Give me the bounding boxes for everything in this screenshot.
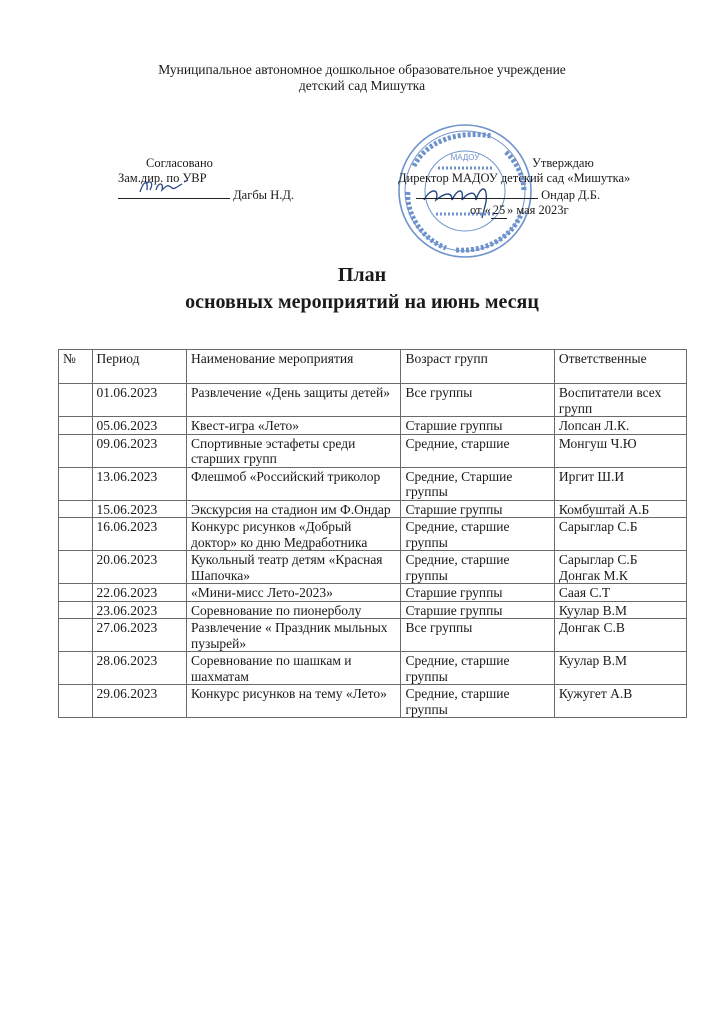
cell-age: Средние, старшие (401, 434, 554, 467)
table-row (59, 601, 687, 619)
header-age: Возраст групп (401, 350, 554, 384)
cell-age: Средние, старшие группы (401, 551, 554, 584)
cell-responsible: Иргит Ш.И (554, 467, 686, 500)
cell-number (59, 584, 93, 602)
cell-age: Все группы (401, 619, 554, 652)
cell-event: Развлечение «День защиты детей» (187, 384, 401, 417)
cell-responsible: Воспитатели всех групп (554, 384, 686, 417)
title-line-1: План (337, 264, 387, 286)
org-line-1: Муниципальное автономное дошкольное образовательное учреждение (158, 62, 566, 77)
cell-event: Экскурсия на стадион им Ф.Ондар (187, 500, 401, 518)
cell-number (59, 467, 93, 500)
table-row (59, 434, 687, 467)
cell-number (59, 601, 93, 619)
cell-age: Старшие группы (401, 584, 554, 602)
table-header-row (59, 350, 687, 384)
cell-number (59, 417, 93, 435)
agreed-name: Дагбы Н.Д. (233, 188, 295, 202)
org-line-2: детский сад Мишутка (298, 78, 426, 93)
table-row (59, 500, 687, 518)
cell-age: Старшие группы (401, 417, 554, 435)
events-table (58, 349, 687, 718)
cell-responsible: Сарыглар С.Б (554, 518, 686, 551)
cell-period: 22.06.2023 (92, 584, 187, 602)
cell-period: 15.06.2023 (92, 500, 187, 518)
table-row (59, 685, 687, 718)
cell-number (59, 500, 93, 518)
cell-number (59, 551, 93, 584)
header-responsible: Ответственные (554, 350, 686, 384)
cell-period: 23.06.2023 (92, 601, 187, 619)
approve-label: Утверждаю (532, 156, 594, 170)
agreed-position: Зам.дир. по УВР (118, 171, 207, 185)
table-row (59, 551, 687, 584)
cell-event: Квест-игра «Лето» (187, 417, 401, 435)
header-event: Наименование мероприятия (187, 350, 401, 384)
cell-number (59, 685, 93, 718)
header-number: № (59, 350, 93, 384)
cell-number (59, 434, 93, 467)
cell-number (59, 619, 93, 652)
cell-responsible: Куулар В.М (554, 652, 686, 685)
cell-responsible: Монгуш Ч.Ю (554, 434, 686, 467)
cell-number (59, 518, 93, 551)
cell-responsible: Лопсан Л.К. (554, 417, 686, 435)
cell-responsible: Сарыглар С.Б Донгак М.К (554, 551, 686, 584)
table-row (59, 584, 687, 602)
cell-age: Средние, Старшие группы (401, 467, 554, 500)
title-line-2: основных мероприятий на июнь месяц (185, 291, 539, 313)
cell-period: 20.06.2023 (92, 551, 187, 584)
cell-event: Соревнование по пионерболу (187, 601, 401, 619)
cell-responsible: Куулар В.М (554, 601, 686, 619)
table-row (59, 384, 687, 417)
agreed-label: Согласовано (146, 156, 213, 170)
cell-event: Флешмоб «Российский триколор (187, 467, 401, 500)
cell-event: Конкурс рисунков «Добрый доктор» ко дню Медработника (187, 518, 401, 551)
cell-age: Средние, старшие группы (401, 518, 554, 551)
header-period: Период (92, 350, 187, 384)
cell-responsible: Донгак С.В (554, 619, 686, 652)
table-row (59, 619, 687, 652)
cell-period: 01.06.2023 (92, 384, 187, 417)
director-signature-line (416, 186, 538, 199)
cell-age: Средние, старшие группы (401, 685, 554, 718)
cell-period: 28.06.2023 (92, 652, 187, 685)
cell-age: Средние, старшие группы (401, 652, 554, 685)
cell-event: Конкурс рисунков на тему «Лето» (187, 685, 401, 718)
cell-period: 29.06.2023 (92, 685, 187, 718)
deputy-signature-line (118, 186, 230, 199)
svg-text:МАДОУ: МАДОУ (450, 153, 480, 162)
cell-age: Старшие группы (401, 500, 554, 518)
cell-number (59, 384, 93, 417)
table-row (59, 417, 687, 435)
approve-date: от « 25 » мая 2023г (470, 203, 569, 217)
approve-block (398, 156, 630, 219)
cell-period: 27.06.2023 (92, 619, 187, 652)
cell-event: Развлечение « Праздник мыльных пузырей» (187, 619, 401, 652)
cell-event: «Мини-мисс Лето-2023» (187, 584, 401, 602)
cell-responsible: Саая С.Т (554, 584, 686, 602)
cell-age: Все группы (401, 384, 554, 417)
cell-period: 16.06.2023 (92, 518, 187, 551)
document-title (0, 262, 724, 316)
cell-number (59, 652, 93, 685)
table-row (59, 518, 687, 551)
cell-event: Кукольный театр детям «Красная Шапочка» (187, 551, 401, 584)
table-row (59, 652, 687, 685)
approve-name: Ондар Д.Б. (541, 188, 601, 202)
approve-date-day: 25 (492, 203, 506, 217)
cell-period: 05.06.2023 (92, 417, 187, 435)
cell-responsible: Комбуштай А.Б (554, 500, 686, 518)
cell-age: Старшие группы (401, 601, 554, 619)
deputy-signature-icon (138, 178, 198, 196)
cell-responsible: Кужугет А.В (554, 685, 686, 718)
agreed-block (118, 156, 294, 203)
approve-position: Директор МАДОУ детский сад «Мишутка» (398, 171, 631, 185)
organization-header (0, 62, 724, 94)
cell-event: Спортивные эстафеты среди старших групп (187, 434, 401, 467)
cell-period: 09.06.2023 (92, 434, 187, 467)
cell-event: Соревнование по шашкам и шахматам (187, 652, 401, 685)
table-row (59, 467, 687, 500)
cell-period: 13.06.2023 (92, 467, 187, 500)
